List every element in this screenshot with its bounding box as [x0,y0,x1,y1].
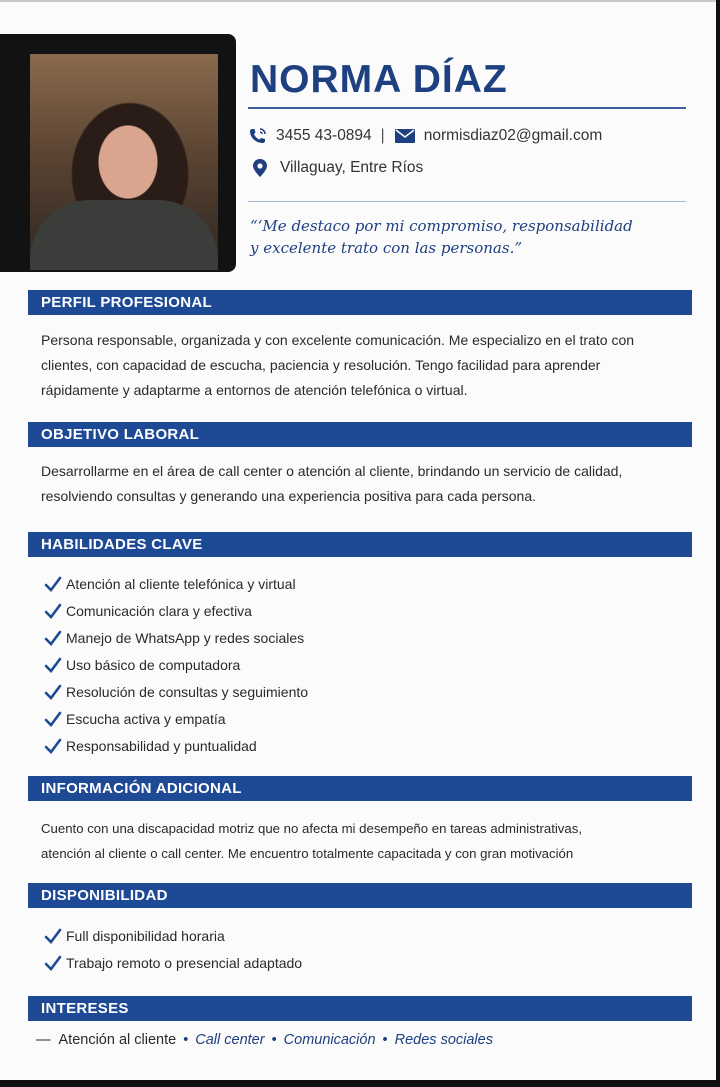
personal-quote [250,215,690,259]
contact-separator: | [380,127,385,144]
skill-label: Responsabilidad y puntualidad [66,737,257,754]
interest-bullet: • [271,1032,277,1048]
phone-number: 3455 43-0894 [276,127,372,144]
skill-label: Resolución de consultas y seguimiento [66,683,309,700]
envelope-icon [394,128,416,144]
text-line: Persona responsable, organizada y con excelente comunicación. Me especializo en el trato con [41,332,635,348]
top-border [0,0,716,2]
adicional-text [41,816,681,866]
quote-line: y excelente trato con las personas.” [250,239,523,257]
availability-label: Full disponibilidad horaria [66,927,225,944]
availability-list [44,922,302,976]
list-item [44,949,302,976]
list-item [44,597,308,624]
text-line: clientes, con capacidad de escucha, paciencia y resolución. Tengo facilidad para aprender [41,357,601,373]
list-item [44,922,302,949]
list-item [44,651,308,678]
contact-row-location [248,158,423,178]
list-item [44,705,308,732]
skill-label: Comunicación clara y efectiva [66,602,252,619]
check-icon [44,602,62,620]
availability-label: Trabajo remoto o presencial adaptado [66,954,303,971]
section-title-adicional: INFORMACIÓN ADICIONAL [28,776,692,801]
candidate-name: NORMA DÍAZ [250,58,508,101]
perfil-text [41,328,681,403]
check-icon [44,927,62,945]
section-title-intereses: INTERESES [28,996,692,1021]
quote-line: “‘Me destaco por mi compromiso, responsabilidad [250,217,633,235]
list-item [44,678,308,705]
skill-label: Uso básico de computadora [66,656,241,673]
section-title-disponibilidad: DISPONIBILIDAD [28,883,692,908]
interest-item: Comunicación [283,1032,376,1048]
interest-item: Call center [195,1032,265,1048]
list-item [44,732,308,759]
check-icon [44,737,62,755]
check-icon [44,954,62,972]
check-icon [44,575,62,593]
skill-label: Atención al cliente telefónica y virtual [66,575,296,592]
interests-dash: — [36,1032,51,1048]
check-icon [44,629,62,647]
profile-photo-frame [0,34,236,272]
quote-divider [248,201,686,202]
skill-label: Escucha activa y empatía [66,710,226,727]
text-line: resolviendo consultas y generando una experiencia positiva para cada persona. [41,488,536,504]
interest-item: Atención al cliente [58,1032,177,1048]
name-divider [248,107,686,109]
interests-row [36,1032,493,1048]
phone-icon [248,127,268,145]
list-item [44,624,308,651]
objetivo-text [41,459,681,509]
skills-list [44,570,308,759]
section-title-objetivo: OBJETIVO LABORAL [28,422,692,447]
location: Villaguay, Entre Ríos [280,159,424,176]
section-title-habilidades: HABILIDADES CLAVE [28,532,692,557]
email-address: normisdiaz02@gmail.com [423,127,603,144]
contact-row-phone-email [248,127,602,145]
text-line: rápidamente y adaptarme a entornos de atención telefónica o virtual. [41,382,468,398]
text-line: Desarrollarme en el área de call center o atención al cliente, brindando un servicio de calidad, [41,463,623,479]
map-pin-icon [252,158,268,178]
list-item [44,570,308,597]
skill-label: Manejo de WhatsApp y redes sociales [66,629,305,646]
section-title-perfil: PERFIL PROFESIONAL [28,290,692,315]
check-icon [44,656,62,674]
check-icon [44,710,62,728]
interest-bullet: • [183,1032,189,1048]
text-line: atención al cliente o call center. Me encuentro totalmente capacitada y con gran motivación [41,846,574,861]
interest-bullet: • [382,1032,388,1048]
photo-shirt [30,200,218,270]
check-icon [44,683,62,701]
text-line: Cuento con una discapacidad motriz que no afecta mi desempeño en tareas administrativas, [41,821,582,836]
interest-item: Redes sociales [394,1032,493,1048]
profile-photo [30,54,218,270]
